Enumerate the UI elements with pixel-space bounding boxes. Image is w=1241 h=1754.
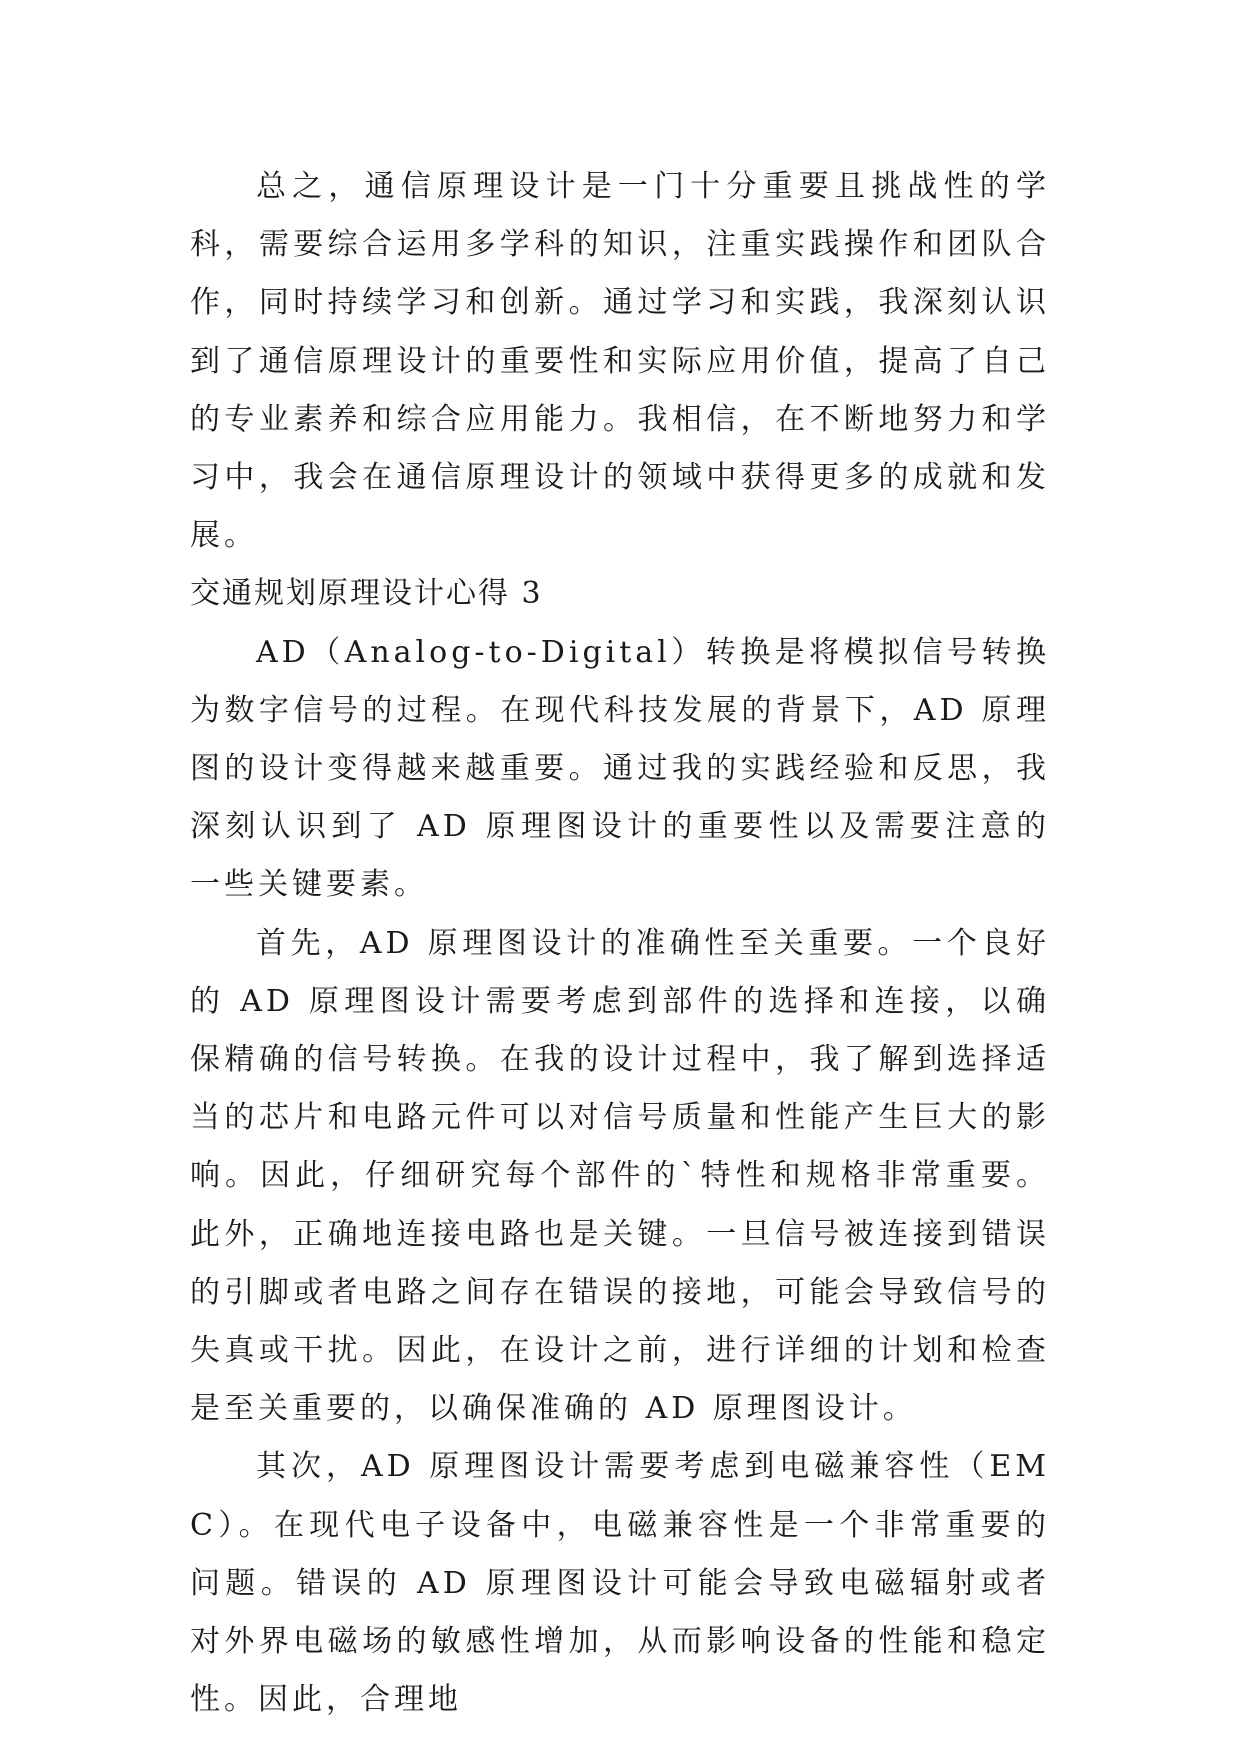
document-body <box>190 158 1050 1729</box>
section-heading: 交通规划原理设计心得 3 <box>190 576 543 612</box>
paragraph-conclusion: 总之，通信原理设计是一门十分重要且挑战性的学科，需要综合运用多学科的知识，注重实践操作和团队合作，同时持续学习和创新。通过学习和实践，我深刻认识到了通信原理设计的重要性和实际应用价值，提高了自己的专业素养和综合应用能力。我相信，在不断地努力和学习中，我会在通信原理设计的领域中获得更多的成就和发展。 <box>190 169 1050 554</box>
paragraph-ad-emc: 其次，AD 原理图设计需要考虑到电磁兼容性（EMC）。在现代电子设备中，电磁兼容性是一个非常重要的问题。错误的 AD 原理图设计可能会导致电磁辐射或者对外界电磁场的敏感性增加，从而影响设备的性能和稳定性。因此，合理地 <box>190 1449 1050 1718</box>
paragraph-ad-accuracy: 首先，AD 原理图设计的准确性至关重要。一个良好的 AD 原理图设计需要考虑到部件的选择和连接，以确保精确的信号转换。在我的设计过程中，我了解到选择适当的芯片和电路元件可以对信号质量和性能产生巨大的影响。因此，仔细研究每个部件的`特性和规格非常重要。此外，正确地连接电路也是关键。一旦信号被连接到错误的引脚或者电路之间存在错误的接地，可能会导致信号的失真或干扰。因此，在设计之前，进行详细的计划和检查是至关重要的，以确保准确的 AD 原理图设计。 <box>190 925 1050 1427</box>
paragraph-ad-intro: AD（Analog-to-Digital）转换是将模拟信号转换为数字信号的过程。在现代科技发展的背景下，AD 原理图的设计变得越来越重要。通过我的实践经验和反思，我深刻认识到了 AD 原理图设计的重要性以及需要注意的一些关键要素。 <box>190 634 1050 903</box>
